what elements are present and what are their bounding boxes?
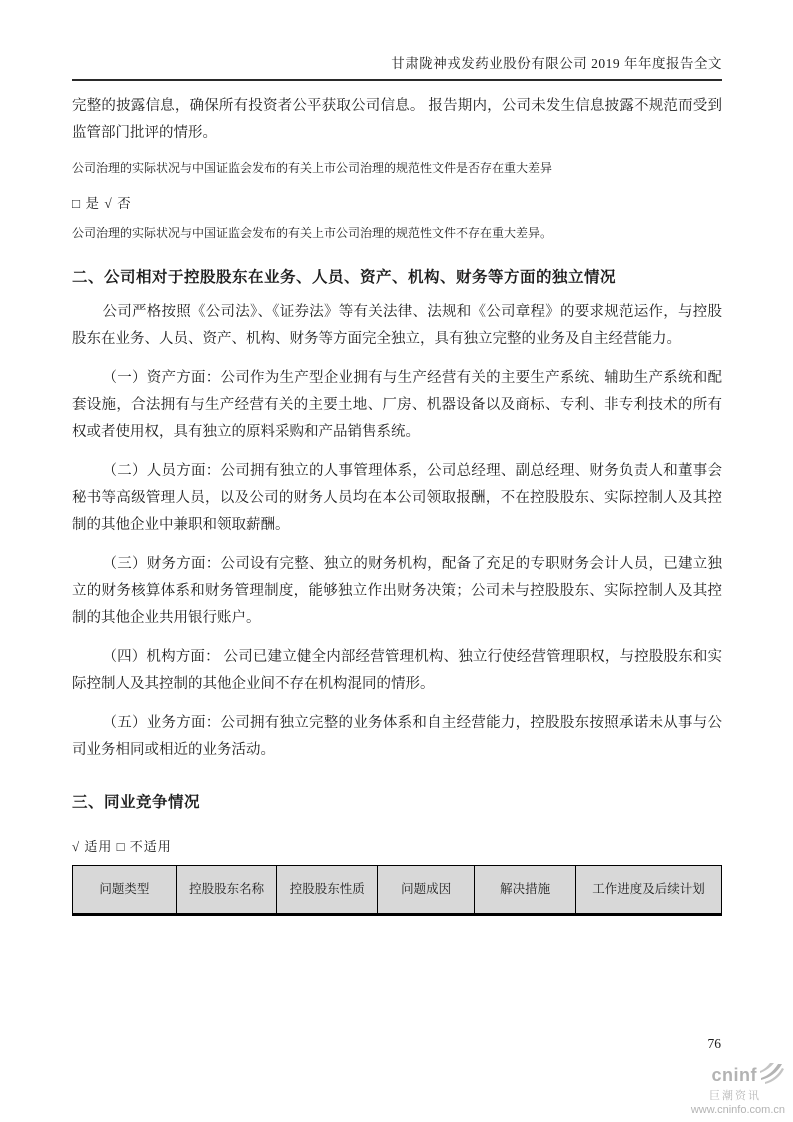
governance-answer: 公司治理的实际状况与中国证监会发布的有关上市公司治理的规范性文件不存在重大差异。 <box>72 226 553 240</box>
carryover-paragraph: 完整的披露信息，确保所有投资者公平获取公司信息。 报告期内，公司未发生信息披露不规范而受到监管部门批评的情形。 <box>72 98 722 141</box>
document-body <box>72 93 722 916</box>
section-2-paragraph: （四）机构方面： 公司已建立健全内部经营管理机构、独立行使经营管理职权，与控股股东和实际控制人及其控制的其他企业间不存在机构混同的情形。 <box>72 649 722 692</box>
column-header-shareholder-name: 控股股东名称 <box>176 866 277 915</box>
competition-issues-table <box>72 865 722 916</box>
cninfo-chinese-name: 巨潮资讯 <box>709 1089 761 1102</box>
page-number: 76 <box>707 1036 721 1051</box>
report-page <box>72 0 722 1122</box>
column-header-issue-type: 问题类型 <box>73 866 177 915</box>
section-3-heading: 三、同业竞争情况 <box>72 794 201 811</box>
section-2-paragraph: （三）财务方面：公司设有完整、独立的财务机构，配备了充足的专职财务会计人员，已建立独立的财务核算体系和财务管理制度，能够独立作出财务决策；公司未与控股股东、实际控制人及其控制的其他企业共用银行账户。 <box>72 556 722 626</box>
section-2-paragraph: 公司严格按照《公司法》、《证券法》等有关法律、法规和《公司章程》的要求规范运作，与控股股东在业务、人员、资产、机构、财务等方面完全独立，具有独立完整的业务及自主经营能力。 <box>72 304 722 347</box>
table-header-row <box>73 866 722 915</box>
section-2-paragraph: （一）资产方面：公司作为生产型企业拥有与生产经营有关的主要生产系统、辅助生产系统和配套设施，合法拥有与生产经营有关的主要土地、厂房、机器设备以及商标、专利、非专利技术的所有权或者使用权，具有独立的原料采购和产品销售系统。 <box>72 370 722 440</box>
applicability-choice: √ 适用 □ 不适用 <box>72 839 172 854</box>
column-header-shareholder-nature: 控股股东性质 <box>277 866 378 915</box>
cninfo-swirl-icon <box>759 1062 785 1089</box>
document-header-title: 甘肃陇神戎发药业股份有限公司 2019 年年度报告全文 <box>72 0 722 81</box>
column-header-solution: 解决措施 <box>475 866 576 915</box>
governance-yes-no-choice: □ 是 √ 否 <box>72 196 132 211</box>
cninfo-url: www.cninfo.com.cn <box>690 1103 785 1116</box>
section-2-heading: 二、公司相对于控股股东在业务、人员、资产、机构、财务等方面的独立情况 <box>72 269 617 286</box>
column-header-progress-plan: 工作进度及后续计划 <box>575 866 721 915</box>
cninfo-wordmark: cninf <box>711 1064 757 1085</box>
section-2-paragraph: （五）业务方面：公司拥有独立完整的业务体系和自主经营能力，控股股东按照承诺未从事与公司业务相同或相近的业务活动。 <box>72 715 722 758</box>
column-header-issue-cause: 问题成因 <box>378 866 475 915</box>
cninfo-logo <box>673 1062 785 1116</box>
section-2-paragraph: （二）人员方面：公司拥有独立的人事管理体系，公司总经理、副总经理、财务负责人和董事会秘书等高级管理人员，以及公司的财务人员均在本公司领取报酬，不在控股股东、实际控制人及其控制的其他企业中兼职和领取薪酬。 <box>72 463 722 533</box>
governance-question: 公司治理的实际状况与中国证监会发布的有关上市公司治理的规范性文件是否存在重大差异 <box>72 161 553 175</box>
